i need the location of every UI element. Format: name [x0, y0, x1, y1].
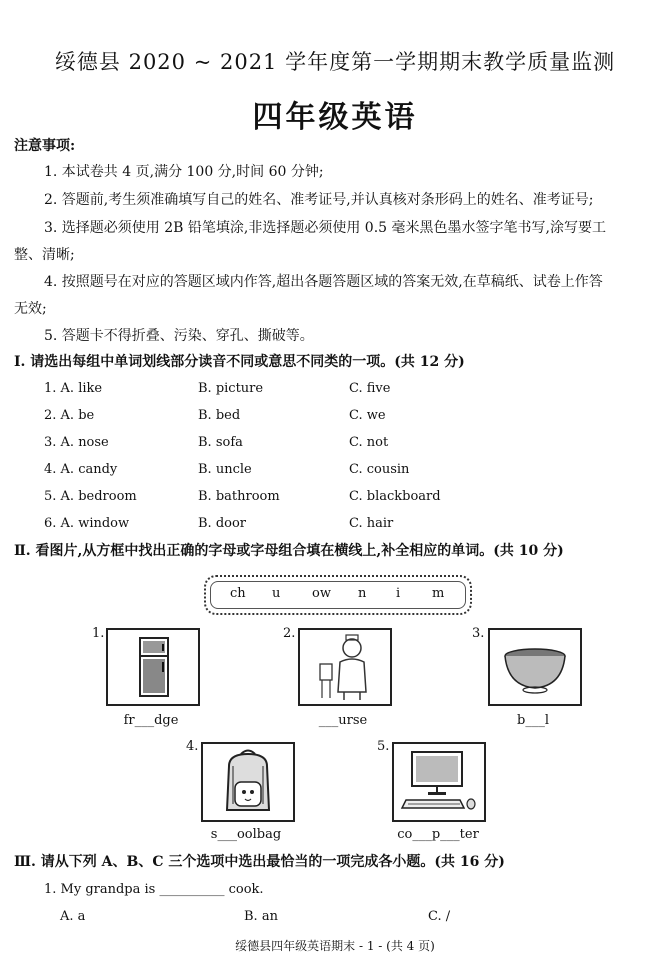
q5-option-c: C. blackboard	[349, 489, 441, 504]
q6-option-b: B. door	[198, 516, 247, 531]
q4-option-a: 4. A. candy	[44, 462, 118, 477]
letter-option: i	[396, 586, 401, 601]
notice-item-3: 3. 选择题必须使用 2B 铅笔填涂,非选择题必须使用 0.5 毫米黑色墨水签字笔书写,涂写要工	[44, 220, 606, 236]
section-3-heading: Ⅲ. 请从下列 A、B、C 三个选项中选出最恰当的一项完成各小题。(共 16 分)	[14, 854, 505, 870]
letter-option: m	[432, 586, 445, 601]
section-2-heading: Ⅱ. 看图片,从方框中找出正确的字母或字母组合填在横线上,补全相应的单词。(共 10 分)	[14, 543, 564, 559]
letter-option: ch	[230, 586, 246, 601]
q2-option-a: 2. A. be	[44, 408, 95, 423]
q4-option-c: C. cousin	[349, 462, 410, 477]
picture-3-frame	[488, 628, 582, 706]
section-3-question-1: 1. My grandpa is __________ cook.	[44, 882, 264, 897]
q4-option-b: B. uncle	[198, 462, 252, 477]
picture-5-frame	[392, 742, 486, 822]
q1-option-a: 1. A. like	[44, 381, 103, 396]
q3-option-b: B. sofa	[198, 435, 243, 450]
q2-option-c: C. we	[349, 408, 386, 423]
notice-item-3-cont: 整、清晰;	[14, 247, 75, 263]
bowl-icon	[490, 630, 580, 704]
picture-5-word: co___p___ter	[397, 827, 479, 842]
letter-option: u	[272, 586, 281, 601]
page-footer: 绥德县四年级英语期末 - 1 - (共 4 页)	[235, 939, 435, 953]
picture-5-number: 5.	[377, 739, 390, 754]
letter-option: n	[358, 586, 367, 601]
q5-option-a: 5. A. bedroom	[44, 489, 137, 504]
notice-item-2: 2. 答题前,考生须准确填写自己的姓名、准考证号,并认真核对条形码上的姓名、准考证号;	[44, 192, 594, 208]
exam-title: 绥德县 2020 ~ 2021 学年度第一学期期末教学质量监测	[54, 50, 616, 74]
picture-4-number: 4.	[186, 739, 199, 754]
section-3-q1-option-c: C. /	[428, 909, 451, 924]
q5-option-b: B. bathroom	[198, 489, 280, 504]
picture-2-word: ___urse	[318, 713, 368, 728]
section-1-heading: Ⅰ. 请选出每组中单词划线部分读音不同或意思不同类的一项。(共 12 分)	[14, 354, 465, 370]
computer-icon	[394, 744, 484, 820]
picture-3-word: b___l	[517, 713, 549, 728]
q6-option-c: C. hair	[349, 516, 394, 531]
notice-item-5: 5. 答题卡不得折叠、污染、穿孔、撕破等。	[44, 328, 314, 344]
picture-2-number: 2.	[283, 626, 296, 641]
q3-option-c: C. not	[349, 435, 389, 450]
letter-option: ow	[312, 586, 331, 601]
q2-option-b: B. bed	[198, 408, 241, 423]
notice-item-1: 1. 本试卷共 4 页,满分 100 分,时间 60 分钟;	[44, 164, 324, 180]
fridge-icon	[108, 630, 198, 704]
nurse-icon	[300, 630, 390, 704]
notice-item-4: 4. 按照题号在对应的答题区域内作答,超出各题答题区域的答案无效,在草稿纸、试卷上作答	[44, 274, 603, 290]
q1-option-c: C. five	[349, 381, 391, 396]
q3-option-a: 3. A. nose	[44, 435, 109, 450]
picture-1-word: fr___dge	[123, 713, 179, 728]
picture-4-word: s___oolbag	[210, 827, 282, 842]
picture-2-frame	[298, 628, 392, 706]
picture-1-frame	[106, 628, 200, 706]
picture-4-frame	[201, 742, 295, 822]
section-3-q1-option-b: B. an	[244, 909, 278, 924]
picture-3-number: 3.	[472, 626, 485, 641]
notice-heading: 注意事项:	[14, 138, 76, 154]
notice-item-4-cont: 无效;	[14, 301, 47, 317]
exam-subject: 四年级英语	[252, 100, 418, 135]
schoolbag-icon	[203, 744, 293, 820]
section-3-q1-option-a: A. a	[60, 909, 86, 924]
q6-option-a: 6. A. window	[44, 516, 130, 531]
letter-box	[204, 575, 472, 615]
picture-1-number: 1.	[92, 626, 105, 641]
q1-option-b: B. picture	[198, 381, 264, 396]
